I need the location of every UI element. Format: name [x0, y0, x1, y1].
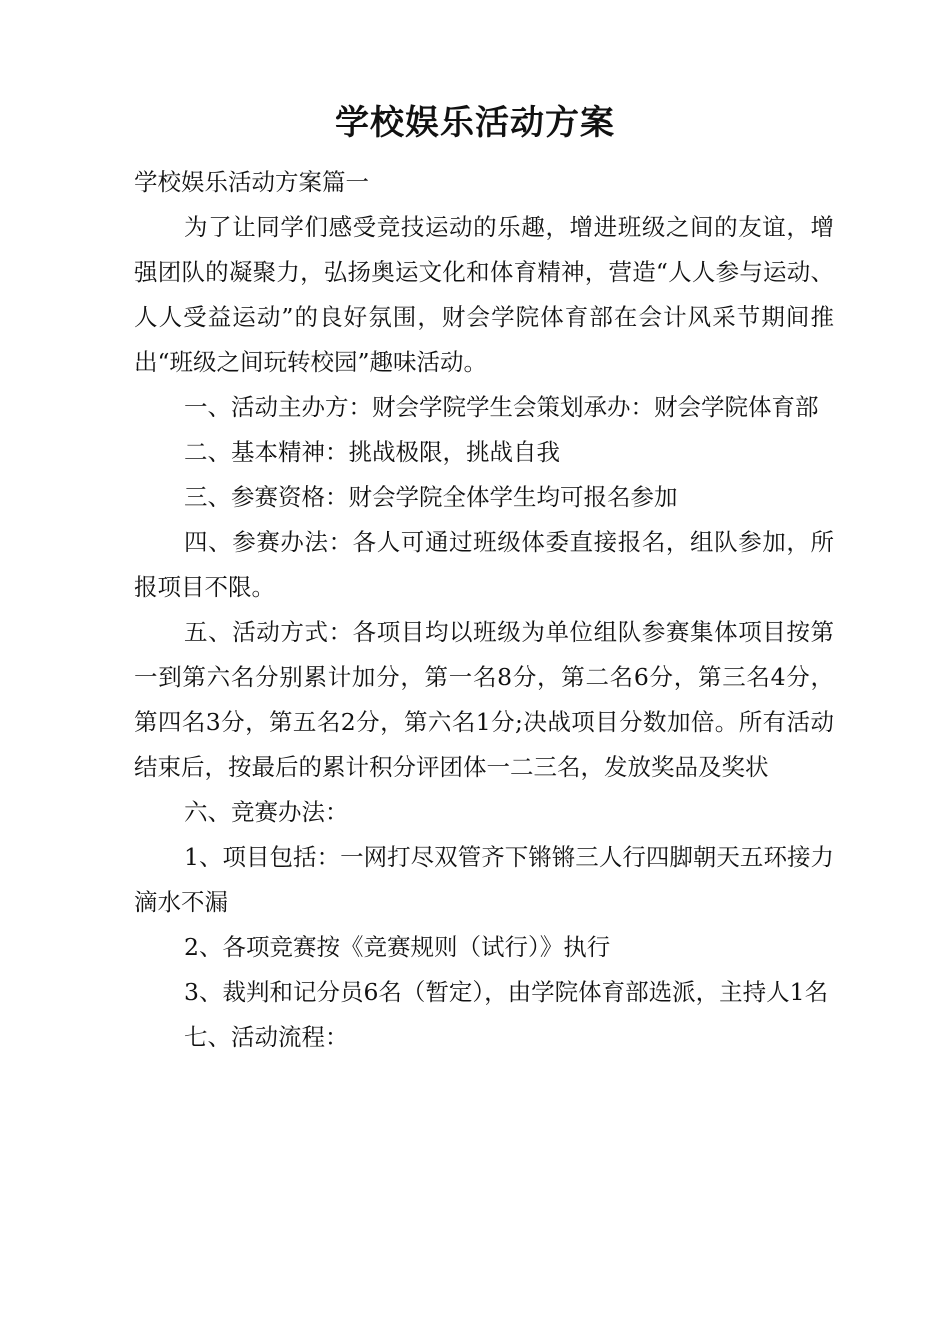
paragraph-organizer: 一、活动主办方：财会学院学生会策划承办：财会学院体育部: [184, 393, 819, 421]
paragraph-items: 1、项目包括：一网打尽双管齐下锵锵三人行四脚朝天五环接力滴水不漏: [134, 843, 834, 916]
document-title: 学校娱乐活动方案: [335, 103, 615, 143]
paragraph-eligibility: 三、参赛资格：财会学院全体学生均可报名参加: [184, 483, 678, 511]
paragraph-competition: 六、竞赛办法：: [184, 798, 349, 826]
paragraph-intro: 为了让同学们感受竞技运动的乐趣，增进班级之间的友谊，增强团队的凝聚力，弘扬奥运文化和体育精神，营造“人人参与运动、人人受益运动”的良好氛围，财会学院体育部在会计风采节期间推出“班级之间玩转校园”趣味活动。: [134, 213, 834, 376]
paragraph-spirit: 二、基本精神：挑战极限，挑战自我: [184, 438, 560, 466]
paragraph-rules: 2、各项竞赛按《竞赛规则（试行）》执行: [184, 933, 611, 961]
document-body: [134, 160, 834, 1060]
section-heading: 学校娱乐活动方案篇一: [134, 168, 369, 196]
paragraph-method: 五、活动方式：各项目均以班级为单位组队参赛集体项目按第一到第六名分别累计加分，第一名8分，第二名6分，第三名4分，第四名3分，第五名2分，第六名1分;决战项目分数加倍。所有活动结束后，按最后的累计积分评团体一二三名，发放奖品及奖状: [134, 618, 834, 781]
paragraph-registration: 四、参赛办法：各人可通过班级体委直接报名，组队参加，所报项目不限。: [134, 528, 834, 601]
paragraph-referees: 3、裁判和记分员6名（暂定），由学院体育部选派，主持人1名: [184, 978, 829, 1006]
paragraph-process: 七、活动流程：: [184, 1023, 349, 1051]
